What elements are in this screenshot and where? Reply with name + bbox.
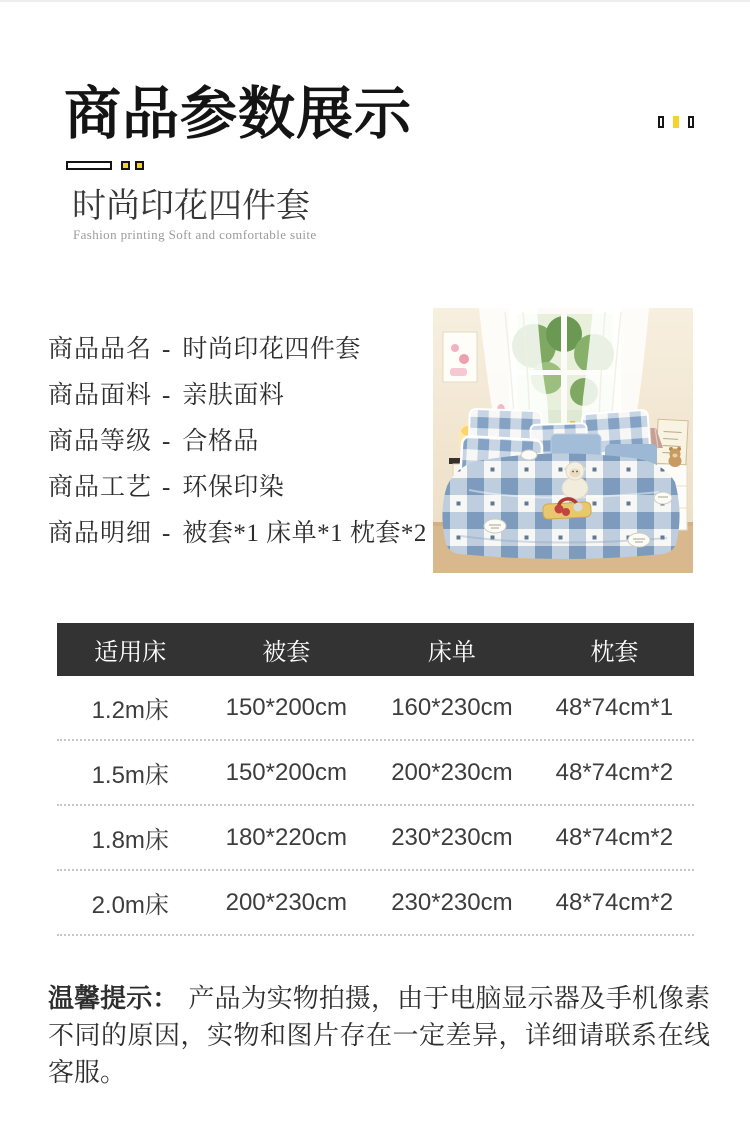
table-row bbox=[57, 676, 694, 741]
cell-duvet: 150*200cm bbox=[225, 693, 348, 721]
col-header-duvet: 被套 bbox=[262, 639, 311, 666]
cell-bed: 2.0m床 bbox=[91, 892, 169, 919]
cell-bed: 1.2m床 bbox=[91, 697, 169, 724]
size-table-header-row bbox=[57, 623, 694, 676]
top-divider bbox=[0, 0, 750, 2]
col-header-sheet: 床单 bbox=[427, 639, 476, 666]
notice-label: 温馨提示： bbox=[48, 984, 179, 1013]
title-decoration bbox=[66, 161, 144, 170]
product-info-list bbox=[48, 327, 427, 557]
corner-bars-decoration bbox=[658, 116, 703, 128]
cell-sheet: 230*230cm bbox=[391, 823, 513, 851]
cell-pillowcase: 48*74cm*2 bbox=[555, 823, 674, 851]
cell-duvet: 180*220cm bbox=[225, 823, 348, 851]
accent-square-icon bbox=[121, 161, 130, 170]
cell-pillowcase: 48*74cm*2 bbox=[555, 758, 674, 786]
bar-outline-icon bbox=[688, 116, 694, 128]
info-item-contents: 商品明细 - 被套*1 床单*1 枕套*2 bbox=[48, 520, 427, 547]
product-photo bbox=[433, 308, 693, 573]
cell-sheet: 160*230cm bbox=[391, 693, 513, 721]
cell-sheet: 200*230cm bbox=[391, 758, 513, 786]
warm-notice bbox=[48, 980, 710, 1091]
info-item-name: 商品品名 - 时尚印花四件套 bbox=[48, 336, 361, 363]
col-header-pillowcase: 枕套 bbox=[590, 639, 639, 666]
info-item-grade: 商品等级 - 合格品 bbox=[48, 428, 259, 455]
bar-outline-icon bbox=[658, 116, 664, 128]
info-item-fabric: 商品面料 - 亲肤面料 bbox=[48, 382, 285, 409]
table-row bbox=[57, 871, 694, 936]
cell-duvet: 150*200cm bbox=[225, 758, 348, 786]
cell-pillowcase: 48*74cm*2 bbox=[555, 888, 674, 916]
table-row bbox=[57, 741, 694, 806]
cell-sheet: 230*230cm bbox=[391, 888, 513, 916]
cell-bed: 1.5m床 bbox=[91, 762, 169, 789]
cell-pillowcase: 48*74cm*1 bbox=[555, 693, 674, 721]
page-title: 商品参数展示 bbox=[64, 83, 412, 146]
bar-yellow-icon bbox=[673, 116, 679, 128]
product-subtitle-english: Fashion printing Soft and comfortable suite bbox=[73, 227, 317, 242]
cell-bed: 1.8m床 bbox=[91, 827, 169, 854]
size-table bbox=[57, 623, 694, 936]
notice-text: 产品为实物拍摄，由于电脑显示器及手机像素不同的原因，实物和图片存在一定差异，详细请联系在线客服。 bbox=[48, 984, 710, 1087]
table-row bbox=[57, 806, 694, 871]
cell-duvet: 200*230cm bbox=[225, 888, 348, 916]
bedroom-scene-illustration bbox=[433, 308, 693, 573]
info-item-craft: 商品工艺 - 环保印染 bbox=[48, 474, 285, 501]
product-subtitle: 时尚印花四件套 bbox=[72, 188, 310, 225]
accent-line-icon bbox=[66, 161, 112, 170]
col-header-bed: 适用床 bbox=[94, 639, 167, 666]
accent-square-icon bbox=[135, 161, 144, 170]
